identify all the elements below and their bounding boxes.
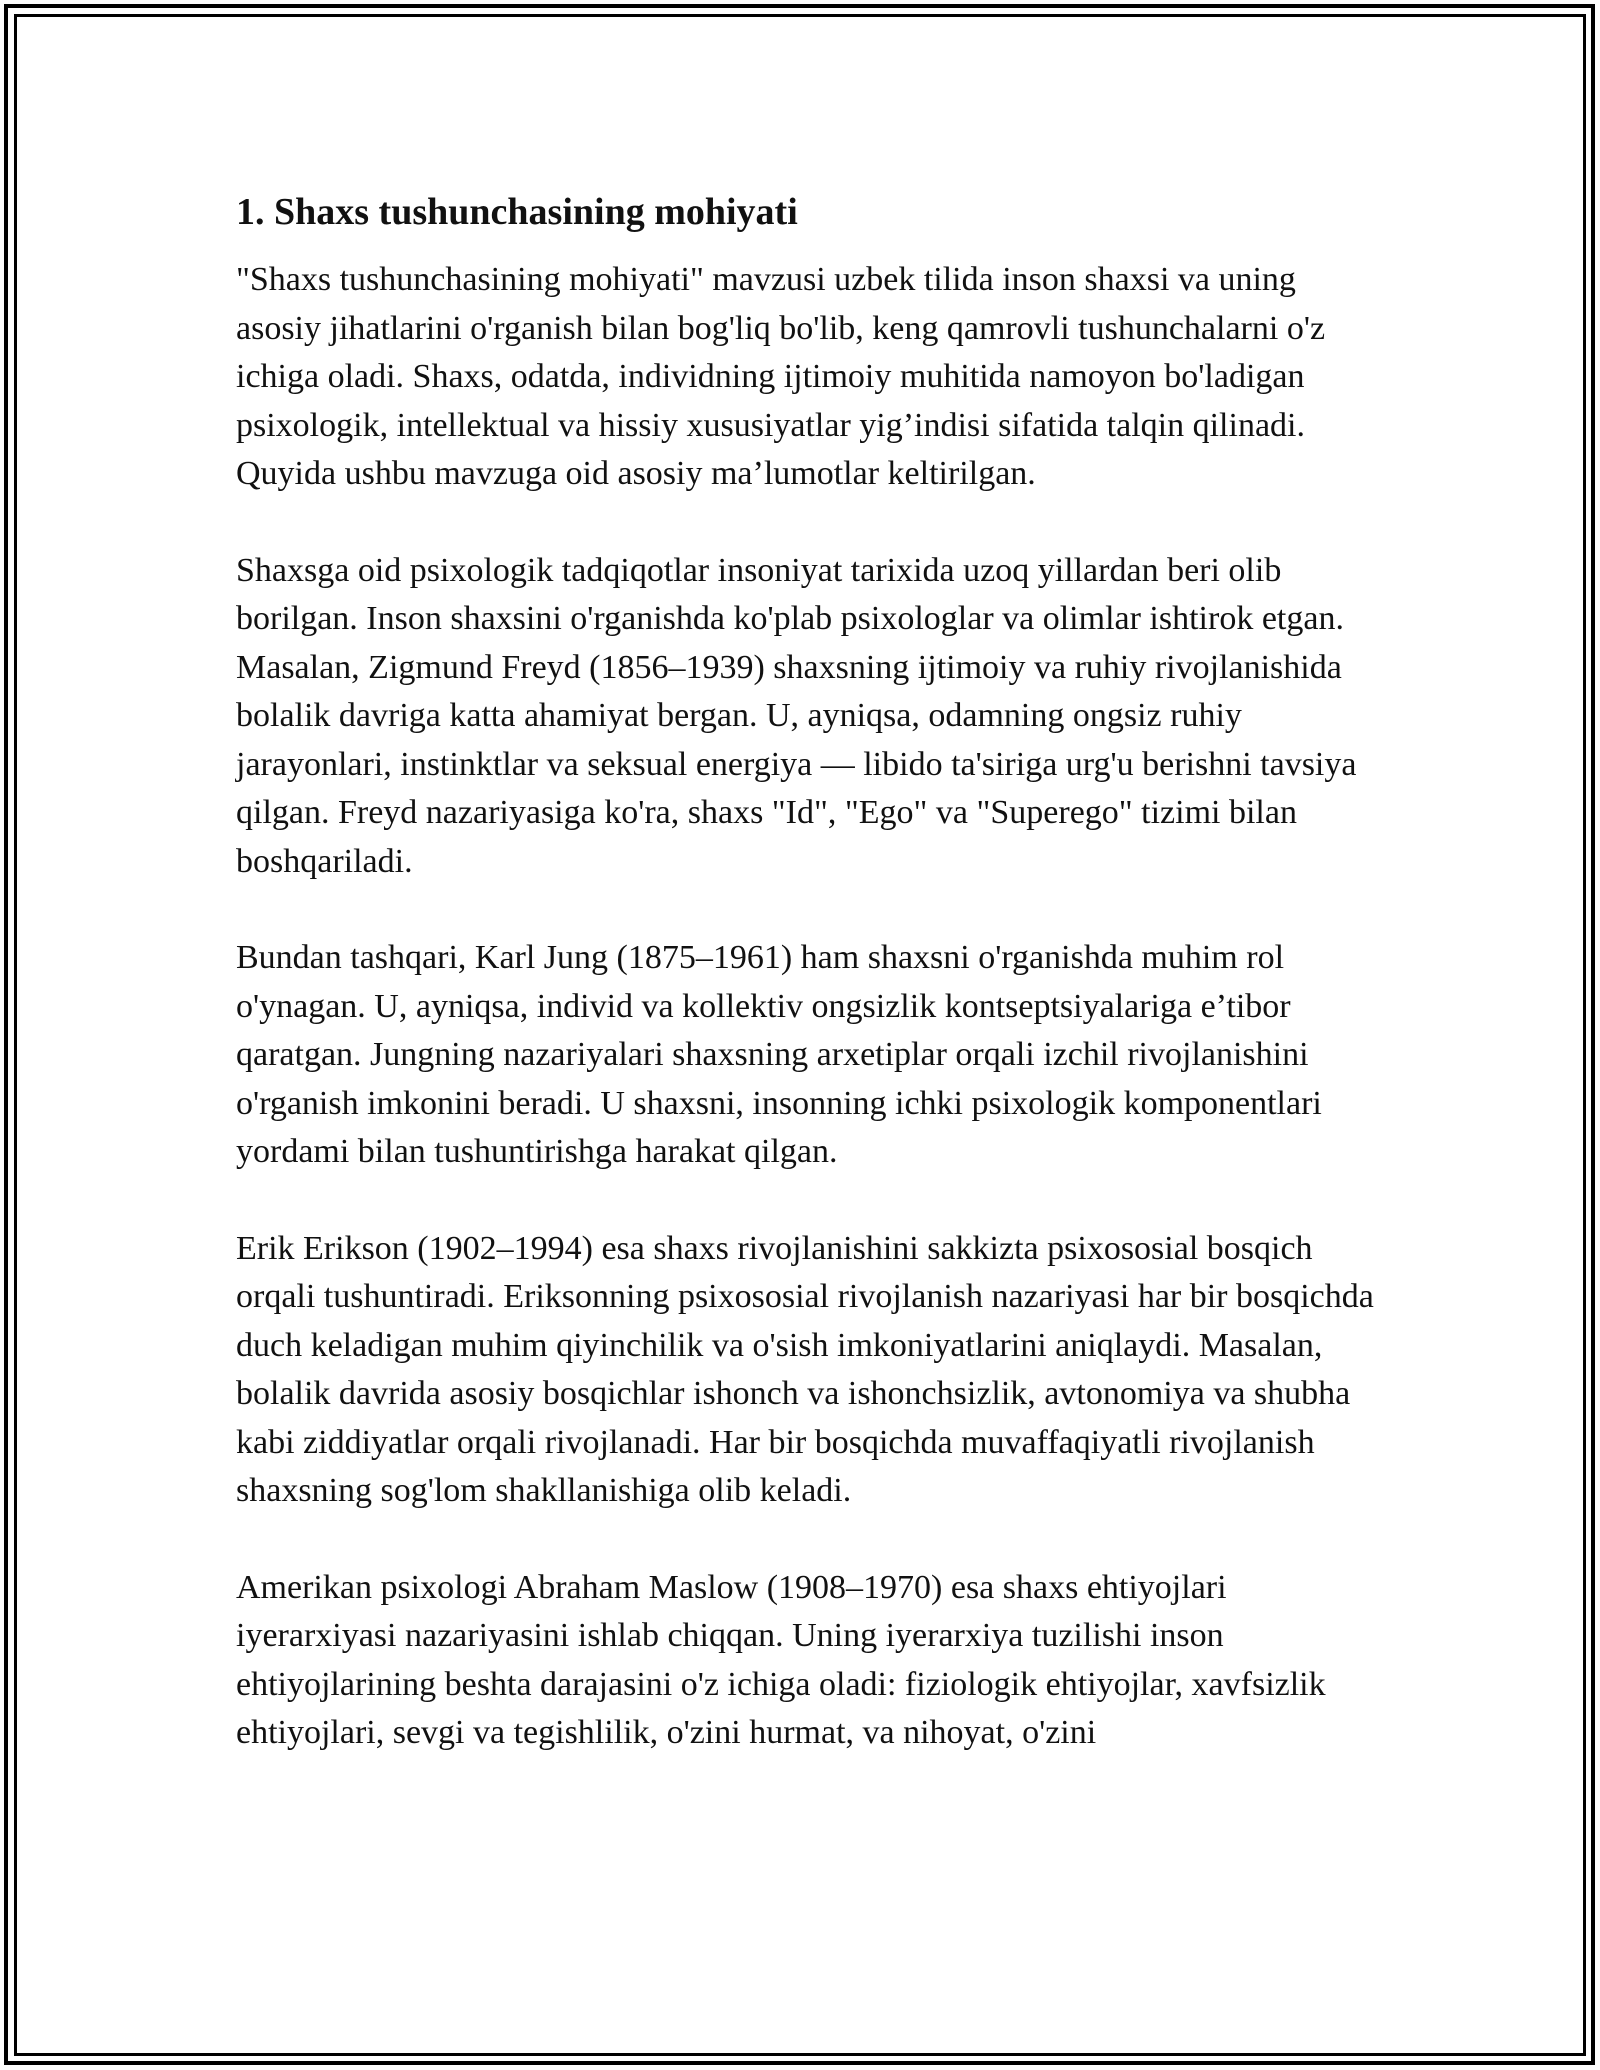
paragraph-maslow: Amerikan psixologi Abraham Maslow (1908–1970) esa shaxs ehtiyojlari iyerarxiyasi nazariyasini ishlab chiqqan. Uning iyerarxiya tuzilishi inson ehtiyojlarining beshta darajasini o'z ichiga oladi: fiziologik ehtiyojlar, xavfsizlik ehtiyojlari, sevgi va tegishlilik, o'zini hurmat, va nihoyat, o'zini bbox=[236, 1568, 1326, 1751]
paragraph-jung: Bundan tashqari, Karl Jung (1875–1961) ham shaxsni o'rganishda muhim rol o'ynagan. U, ayniqsa, individ va kollektiv ongsizlik kontseptsiyalariga e’tibor qaratgan. Jungning nazariyalari shaxsning arxetiplar orqali izchil rivojlanishini o'rganish imkonini beradi. U shaxsni, insonning ichki psixologik komponentlari yordami bilan tushuntirishga harakat qilgan. bbox=[236, 939, 1322, 1170]
paragraph-erikson: Erik Erikson (1902–1994) esa shaxs rivojlanishini sakkizta psixososial bosqich orqali tushuntiradi. Eriksonning psixososial rivojlanish nazariyasi har bir bosqichda duch keladigan muhim qiyinchilik va o'sish imkoniyatlarini aniqlaydi. Masalan, bolalik davrida asosiy bosqichlar ishonch va ishonchsizlik, avtonomiya va shubha kabi ziddiyatlar orqali rivojlanadi. Har bir bosqichda muvaffaqiyatli rivojlanish shaxsning sog'lom shakllanishiga olib keladi. bbox=[236, 1229, 1374, 1509]
paragraph-intro: "Shaxs tushunchasining mohiyati" mavzusi uzbek tilida inson shaxsi va uning asosiy jihatlarini o'rganish bilan bog'liq bo'lib, keng qamrovli tushunchalarni o'z ichiga oladi. Shaxs, odatda, individning ijtimoiy muhitida namoyon bo'ladigan psixologik, intellektual va hissiy xususiyatlar yig’indisi sifatida talqin qilinadi. Quyida ushbu mavzuga oid asosiy ma’lumotlar keltirilgan. bbox=[236, 261, 1326, 492]
paragraph-freud: Shaxsga oid psixologik tadqiqotlar insoniyat tarixida uzoq yillardan beri olib borilgan. Inson shaxsini o'rganishda ko'plab psixologlar va olimlar ishtirok etgan. Masalan, Zigmund Freyd (1856–1939) shaxsning ijtimoiy va ruhiy rivojlanishida bolalik davriga katta ahamiyat bergan. U, ayniqsa, odamning ongsiz ruhiy jarayonlari, instinktlar va seksual energiya — libido ta'siriga urg'u berishni tavsiya qilgan. Freyd nazariyasiga ko'ra, shaxs "Id", "Ego" va "Superego" tizimi bilan boshqariladi. bbox=[236, 551, 1357, 880]
document-body bbox=[236, 186, 1376, 1806]
section-heading: 1. Shaxs tushunchasining mohiyati bbox=[236, 191, 798, 233]
